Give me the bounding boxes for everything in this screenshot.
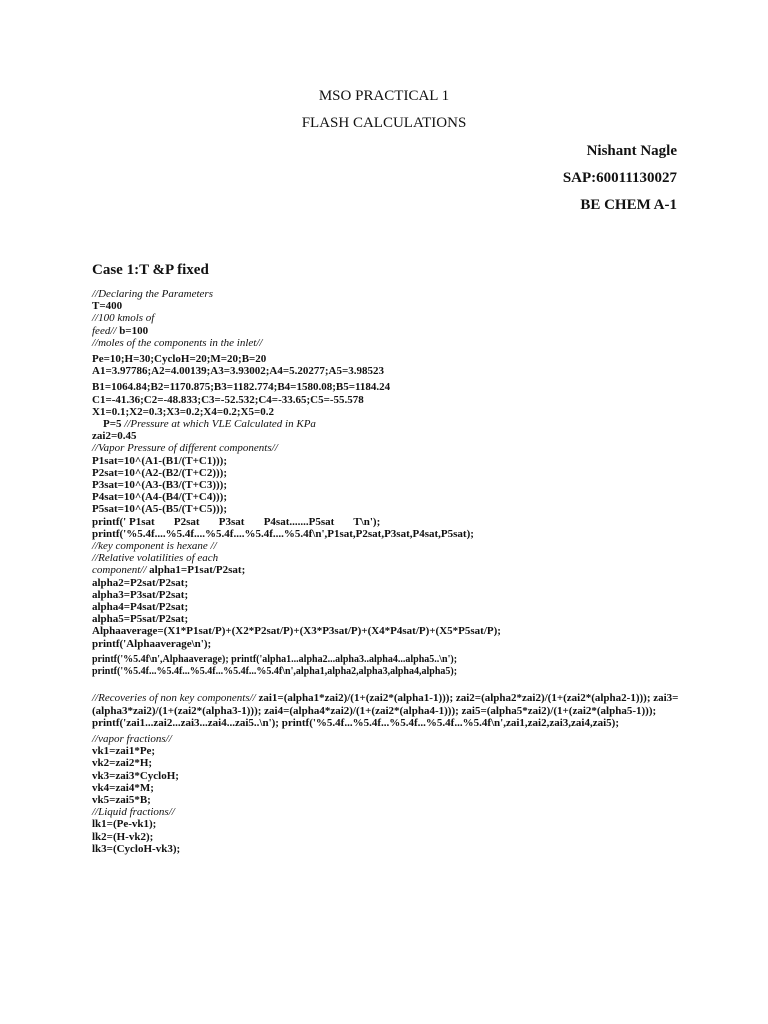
code-line: vk2=zai2*H; [92,757,153,770]
code-line [92,288,702,300]
code-line: P2sat=10^(A2-(B2/(T+C2))); [92,466,228,479]
code-line: vk4=zai4*M; [92,781,154,794]
code-line: A1=3.97786;A2=4.00139;A3=3.93002;A4=5.20277;A5=3.98523 [92,365,384,378]
code-line: lk1=(Pe-vk1); [92,818,157,831]
code-comment: //Vapor Pressure of different components// [92,442,278,455]
code-line: T=400 [92,300,123,313]
code-comment: //vapor fractions// [92,732,172,745]
code-line: printf('Alphaaverage\n'); [92,637,212,650]
code-line: Pe=10;H=30;CycloH=20;M=20;B=20 [92,353,267,366]
code-comment: //Declaring the Parameters [92,288,213,300]
code-line [92,733,702,745]
code-line: P4sat=10^(A4-(B4/(T+C4))); [92,491,228,504]
code-line: vk1=zai1*Pe; [92,745,156,758]
code-line [92,442,702,454]
code-paragraph [92,692,702,729]
code-line: C1=-41.36;C2=-48.833;C3=-52.532;C4=-33.65;C5=-55.578 [92,393,364,406]
code-statement: b=100 [119,324,149,337]
code-line: B1=1064.84;B2=1170.875;B3=1182.774;B4=1580.08;B5=1184.24 [92,381,391,394]
class-label: BE CHEM A-1 [580,197,677,213]
code-line: lk2=(H-vk2); [92,830,154,843]
code-line [92,540,702,552]
code-statement: P=5 [103,418,122,431]
code-line: alpha5=P5sat/P2sat; [92,613,189,626]
code-line: printf('%5.4f....%5.4f....%5.4f....%5.4f....%5.4f\n',P1sat,P2sat,P3sat,P4sat,P5sat); [92,527,474,540]
code-comment: component// [92,564,147,577]
code-line [92,312,702,324]
code-statement: alpha1=P1sat/P2sat; [149,564,246,577]
code-line [92,564,702,576]
code-line: Alphaaverage=(X1*P1sat/P)+(X2*P2sat/P)+(X3*P3sat/P)+(X4*P4sat/P)+(X5*P5sat/P); [92,625,501,638]
code-line: P3sat=10^(A3-(B3/(T+C3))); [92,479,228,492]
code-comment: //Pressure at which VLE Calculated in KPa [124,418,316,431]
code-line [92,418,702,430]
code-line: printf(' P1sat P2sat P3sat P4sat.......P5sat T\n'); [92,515,381,528]
code-line: alpha2=P2sat/P2sat; [92,576,189,589]
code-comment: //Relative volatilities of each [92,552,219,565]
code-comment: //Liquid fractions// [92,806,175,819]
code-line: vk5=zai5*B; [92,793,151,806]
code-line: X1=0.1;X2=0.3;X3=0.2;X4=0.2;X5=0.2 [92,405,274,418]
code-line: vk3=zai3*CycloH; [92,769,179,782]
code-line: P1sat=10^(A1-(B1/(T+C1))); [92,454,228,467]
code-comment: //key component is hexane // [92,540,217,553]
code-line [92,806,702,818]
code-line: printf('%5.4f\n',Alphaaverage); printf('alpha1...alpha2...alpha3..alpha4...alpha5..\n'); [92,653,458,665]
code-comment: //Recoveries of non key components// [92,692,256,705]
code-line: zai2=0.45 [92,430,137,443]
code-statement: zai1=(alpha1*zai2)/(1+(zai2*(alpha1-1))); zai2=(alpha2*zai2)/(1+(zai2*(alpha2-1))); zai3=(alpha3*zai2)/(1+(zai2*(alpha3-1))); zai4=(alpha4*zai2)/(1+(zai2*(alpha4-1))); zai5=(alpha5*zai2)/(1+(zai2*(alpha5-1))); printf('zai1...zai2...zai3...zai4...zai5..\n'); printf('%5.4f...%5.4f...%5.4f...%5.4f...%5.4f\n',zai1,zai2,zai3,zai4,zai5); [92,692,679,729]
code-listing [92,288,702,855]
code-comment: feed// [92,324,117,337]
code-line: alpha3=P3sat/P2sat; [92,588,189,601]
code-line [92,325,702,337]
document-subtitle: FLASH CALCULATIONS [301,115,467,131]
code-line: printf('%5.4f...%5.4f...%5.4f...%5.4f...%5.4f\n',alpha1,alpha2,alpha3,alpha4,alpha5); [92,666,458,678]
code-line [92,552,702,564]
case-heading: Case 1:T &P fixed [92,262,209,278]
document-title: MSO PRACTICAL 1 [318,88,450,104]
author-name: Nishant Nagle [586,143,677,159]
code-line: alpha4=P4sat/P2sat; [92,601,189,614]
code-comment: //moles of the components in the inlet// [92,336,263,349]
code-line: P5sat=10^(A5-(B5/(T+C5))); [92,503,228,516]
code-line: lk3=(CycloH-vk3); [92,842,181,855]
sap-number: SAP:60011130027 [562,170,677,186]
code-line [92,337,702,349]
code-comment: //100 kmols of [92,312,155,325]
